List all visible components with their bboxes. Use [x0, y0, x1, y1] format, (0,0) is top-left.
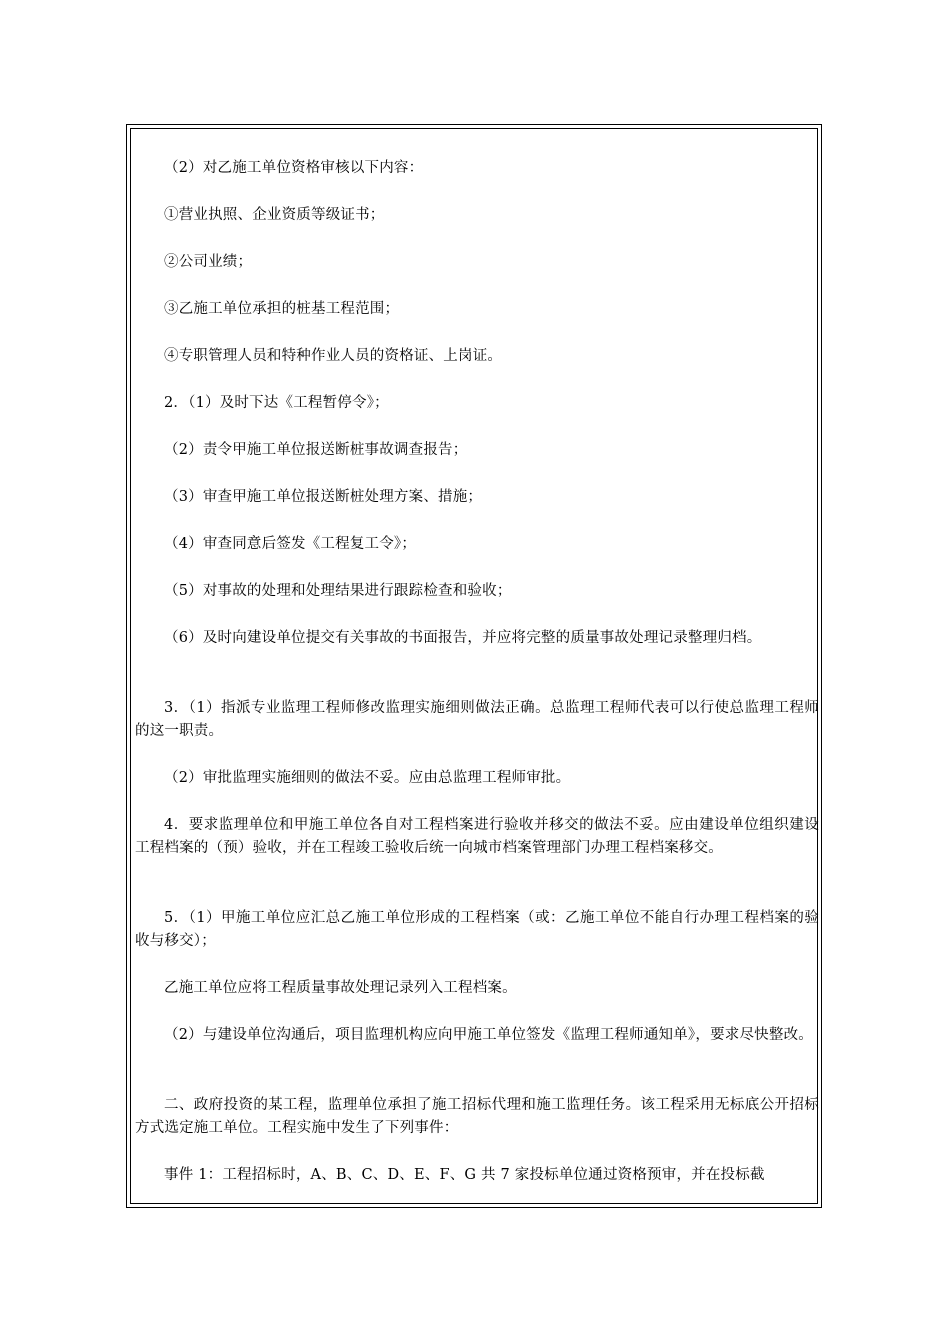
paragraph: 3．（1）指派专业监理工程师修改监理实施细则做法正确。总监理工程师代表可以行使总监理工程师的这一职责。 [135, 700, 819, 739]
paragraph: （5）对事故的处理和处理结果进行跟踪检查和验收； [164, 583, 512, 599]
paragraph: 2．（1）及时下达《工程暂停令》； [164, 395, 389, 411]
paragraph: ①营业执照、企业资质等级证书； [164, 207, 385, 223]
paragraph: 二、政府投资的某工程，监理单位承担了施工招标代理和施工监理任务。该工程采用无标底公开招标方式选定施工单位。工程实施中发生了下列事件： [135, 1097, 819, 1136]
paragraph: ②公司业绩； [164, 254, 253, 270]
paragraph: （2）对乙施工单位资格审核以下内容： [164, 160, 424, 176]
paragraph: （2）审批监理实施细则的做法不妥。应由总监理工程师审批。 [164, 770, 571, 786]
paragraph: 5．（1）甲施工单位应汇总乙施工单位形成的工程档案（或：乙施工单位不能自行办理工程档案的验收与移交）； [135, 910, 819, 949]
paragraph: （4）审查同意后签发《工程复工令》； [164, 536, 417, 552]
paragraph: （2）与建设单位沟通后，项目监理机构应向甲施工单位签发《监理工程师通知单》，要求尽快整改。 [164, 1027, 813, 1043]
paragraph: 4．要求监理单位和甲施工单位各自对工程档案进行验收并移交的做法不妥。应由建设单位组织建设工程档案的（预）验收，并在工程竣工验收后统一向城市档案管理部门办理工程档案移交。 [135, 817, 819, 856]
paragraph: ③乙施工单位承担的桩基工程范围； [164, 301, 400, 317]
paragraph: 事件 1：工程招标时，A、B、C、D、E、F、G 共 7 家投标单位通过资格预审，并在投标截 [164, 1167, 765, 1183]
paragraph: （3）审查甲施工单位报送断桩处理方案、措施； [164, 489, 483, 505]
paragraph: （2）责令甲施工单位报送断桩事故调查报告； [164, 442, 468, 458]
paragraph: ④专职管理人员和特种作业人员的资格证、上岗证。 [164, 348, 503, 364]
paragraph: 乙施工单位应将工程质量事故处理记录列入工程档案。 [164, 980, 517, 996]
paragraph: （6）及时向建设单位提交有关事故的书面报告，并应将完整的质量事故处理记录整理归档。 [164, 630, 762, 646]
